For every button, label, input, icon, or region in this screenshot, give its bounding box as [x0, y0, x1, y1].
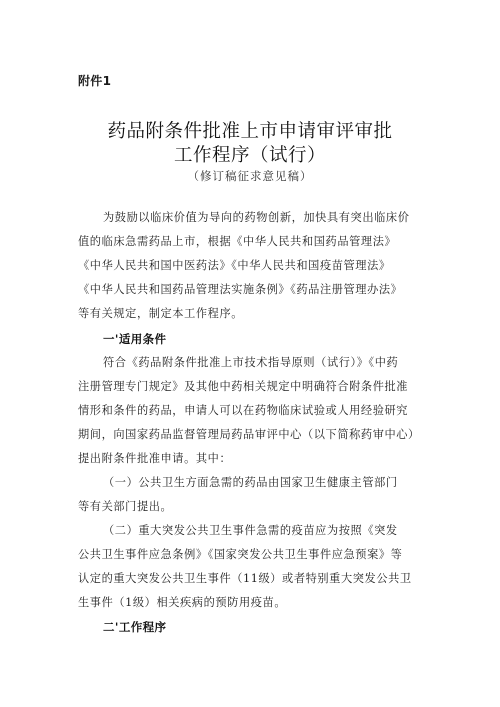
section-heading-applicable-conditions: 一'适用条件 — [103, 332, 167, 346]
section1-line: 期间，向国家药品监督管理局药品审评中心（以下简称药审中心） — [78, 428, 420, 441]
section1-line: 符合《药品附条件批准上市技术指导原则（试行）》《中药 — [103, 356, 399, 369]
intro-line: 《中华人民共和国药品管理法实施条例》《药品注册管理办法》 — [78, 283, 403, 296]
intro-line: 《中华人民共和国中医药法》《中华人民共和国疫苗管理法》 — [78, 259, 391, 272]
document-title-line-1: 药品附条件批准上市申请审评审批 — [107, 121, 393, 142]
section1-line: 情形和条件的药品，申请人可以在药物临床试验或人用经验研究 — [78, 404, 409, 417]
attachment-label: 附件1 — [78, 74, 112, 88]
item2-line: （二）重大突发公共卫生事件急需的疫苗应为按照《突发 — [103, 524, 398, 537]
item2-line: 认定的重大突发公共卫生事件（11级）或者特别重大突发公共卫 — [78, 572, 412, 585]
intro-line: 值的临床急需药品上市，根据《中华人民共和国药品管理法》 — [78, 235, 397, 248]
item1-line: （一）公共卫生方面急需的药品由国家卫生健康主管部门 — [103, 476, 398, 489]
document-title-line-2: 工作程序（试行） — [173, 145, 326, 166]
intro-line: 为鼓励以临床价值为导向的药物创新，加快具有突出临床价 — [103, 211, 410, 224]
document-subtitle: （修订稿征求意见稿） — [187, 169, 313, 183]
item2-line: 公共卫生事件应急条例》《国家突发公共卫生事件应急预案》等 — [78, 548, 403, 561]
section1-line: 注册管理专门规定》及其他中药相关规定中明确符合附条件批准 — [78, 380, 409, 393]
section1-line: 提出附条件批准申请。其中： — [78, 452, 232, 465]
item1-line: 等有关部门提出。 — [78, 500, 173, 513]
intro-line: 等有关规定，制定本工作程序。 — [78, 307, 244, 320]
section-heading-work-procedure: 二'工作程序 — [103, 620, 167, 634]
item2-line: 生事件（1级）相关疾病的预防用疫苗。 — [78, 596, 287, 609]
